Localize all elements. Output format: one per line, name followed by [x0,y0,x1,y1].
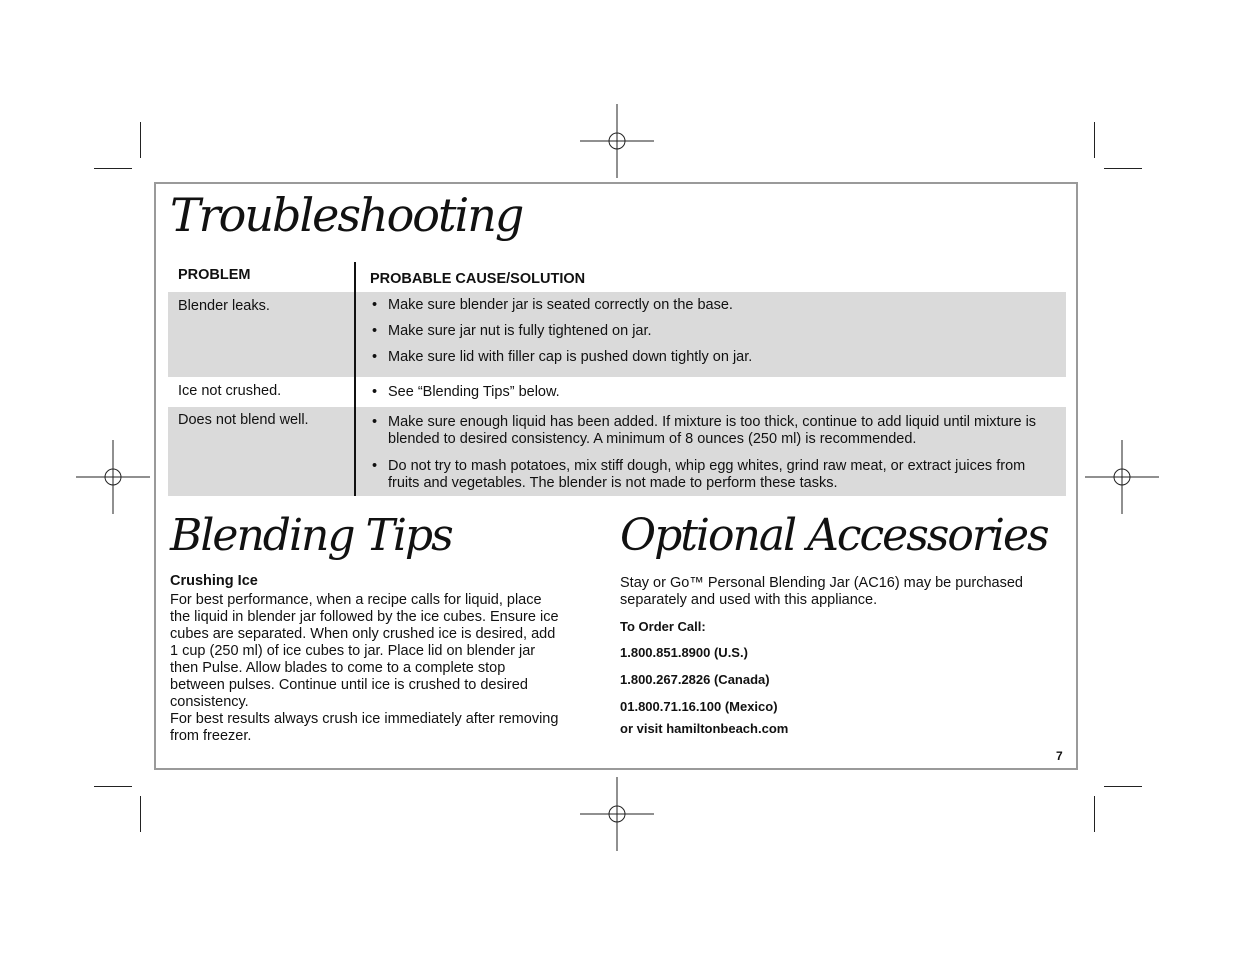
accessories-intro: Stay or Go™ Personal Blending Jar (AC16) may be purchased separately and used with this appliance. [620,575,1023,608]
crop-mark [1094,796,1095,832]
solution-item: • See “Blending Tips” below. [372,384,1056,401]
table-row [168,407,1066,496]
crop-mark [94,786,132,787]
column-divider [354,262,356,496]
crop-mark [94,168,132,169]
solution-item: • Make sure lid with filler cap is pushed down tightly on jar. [372,349,1056,366]
crushing-ice-heading: Crushing Ice [170,573,258,589]
registration-mark-icon [580,104,654,178]
phone-mexico: 01.800.71.16.100 (Mexico) [620,699,778,714]
blending-tips-section [170,573,560,745]
problem-cell: Blender leaks. [178,298,270,314]
header-problem: PROBLEM [178,267,251,283]
solution-list [372,297,1056,375]
solution-item: • Make sure blender jar is seated correctly on the base. [372,297,1056,314]
registration-mark-icon [76,440,150,514]
solution-list [372,414,1056,502]
website-link[interactable]: or visit hamiltonbeach.com [620,721,789,736]
blending-tips-paragraph: For best results always crush ice immediately after removing from freezer. [170,711,559,744]
crop-mark [1104,786,1142,787]
crop-mark [140,796,141,832]
blending-tips-paragraph: For best performance, when a recipe calls for liquid, place the liquid in blender jar followed by the ice cubes. Ensure ice cubes are separated. When only crushed ice is desired, add 1 cup (250 ml) of ice cubes to jar. Place lid on blender jar then Pulse. Allow blades to come to a complete stop between pulses. Continue until ice is crushed to desired consistency. [170,592,559,710]
page-number: 7 [1056,749,1063,763]
registration-mark-icon [580,777,654,851]
problem-cell: Does not blend well. [178,412,309,428]
solution-item: • Make sure enough liquid has been added. If mixture is too thick, continue to add liquid until mixture is blended to desired consistency. A minimum of 8 ounces (250 ml) is recommended. [372,414,1056,448]
solution-item: • Make sure jar nut is fully tightened on jar. [372,323,1056,340]
header-solution: PROBABLE CAUSE/SOLUTION [370,271,586,287]
table-header [168,262,1066,292]
phone-canada: 1.800.267.2826 (Canada) [620,672,770,687]
crop-mark [1104,168,1142,169]
order-call-label: To Order Call: [620,619,706,634]
optional-accessories-section [620,575,1040,737]
table-row [168,292,1066,377]
crop-mark [1094,122,1095,158]
solution-list [372,384,1056,401]
phone-us: 1.800.851.8900 (U.S.) [620,645,748,660]
troubleshooting-title: Troubleshooting [170,188,523,242]
table-row [168,377,1066,407]
optional-accessories-title: Optional Accessories [620,510,1048,561]
troubleshooting-table [168,262,1066,496]
crop-mark [140,122,141,158]
blending-tips-title: Blending Tips [170,510,452,561]
problem-cell: Ice not crushed. [178,383,282,399]
solution-item: • Do not try to mash potatoes, mix stiff dough, whip egg whites, grind raw meat, or extract juices from fruits and vegetables. The blender is not made to perform these tasks. [372,458,1056,492]
registration-mark-icon [1085,440,1159,514]
